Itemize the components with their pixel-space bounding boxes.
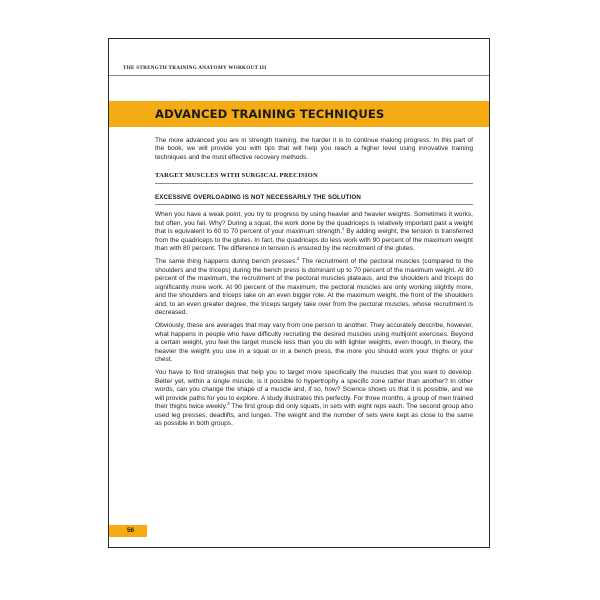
body-paragraph-2 (155, 258, 473, 317)
book-page (108, 38, 490, 548)
footnote-ref: 1 (341, 226, 345, 231)
body-paragraph-1 (155, 211, 473, 253)
paragraph-text: When you have a weak point, you try to progress by using heavier and heavier weights. Sometimes it works, but often, you fail. Why? During a squat, the work done by the quadriceps is relatively important past a weight that is equivalent to 60 to 70 percent of your maximum strength. (155, 211, 473, 236)
paragraph-text: The recruitment of the pectoral muscles (compared to the shoulders and the triceps) during the bench press is dominant up to 70 percent of the maximum weight. At 80 percent of the maximum, the recruitment of the pectoral muscles plateaus, and the shoulders and triceps do significantly more work. At 90 percent of the maximum, the pectoral muscles are only working slightly more, and the shoulders and triceps take on an even bigger role. At the maximum weight, the front of the shoulders and, to an even greater degree, the triceps largely take over from the pectoral muscles, whose recruitment is decreased. (155, 258, 473, 317)
body-paragraph-3: Obviously, these are averages that may vary from one person to another. They accurately describe, however, what happens in people who have difficulty recruiting the desired muscles using multijoint exercises. Beyond a certain weight, you feel the target muscle less than you do with lighter weights, even though, in theory, the heavier the weight you use in a squat or in a bench press, the more you should work your thighs or your chest. (155, 322, 473, 364)
paragraph-text: By adding weight, the tension is transferred from the quadriceps to the glutes. In fact, the quadriceps do less work with 90 percent of the maximum weight than with 80 percent. The difference in tension is ensured by the recruitment of the glutes. (155, 228, 473, 253)
chapter-title-band (109, 101, 489, 127)
footnote-ref: 2 (297, 256, 300, 262)
body-paragraph-4 (155, 369, 473, 428)
page-number: 56 (127, 527, 135, 534)
header-rule (109, 75, 489, 76)
intro-paragraph: The more advanced you are in strength training, the harder it is to continue making progress. In this part of the book, we will provide you with tips that will help you reach a higher level using innovative training techniques and the most effective recovery methods. (155, 137, 473, 161)
footnote-ref: 3 (227, 401, 230, 406)
paragraph-text: The first group did only squats, in sets with eight reps each. The second group also used leg presses, deadlifts, and lunges. The weight and the number of sets were kept as close to the same as possible in both groups. (155, 403, 473, 428)
page-number-tab (109, 525, 147, 537)
chapter-title: ADVANCED TRAINING TECHNIQUES (155, 107, 385, 121)
paragraph-text: You have to find strategies that help you to target more specifically the muscles that you want to develop. Better yet, within a single muscle, is it possible to hypertrophy a specific zone rather than another? In other words, can you change the shape of a muscle and, if so, how? Science shows us that it is possible, and we will provide paths for you to explore. A study illustrates this perfectly. For three months, a group of men trained their thighs twice weekly. (155, 369, 473, 411)
paragraph-text: The same thing happens during bench presses. (155, 258, 298, 266)
running-head: THE STRENGTH TRAINING ANATOMY WORKOUT III (123, 65, 267, 71)
page-content (155, 137, 473, 433)
section-heading: TARGET MUSCLES WITH SURGICAL PRECISION (155, 172, 473, 183)
subsection-heading: EXCESSIVE OVERLOADING IS NOT NECESSARILY THE SOLUTION (155, 194, 473, 205)
